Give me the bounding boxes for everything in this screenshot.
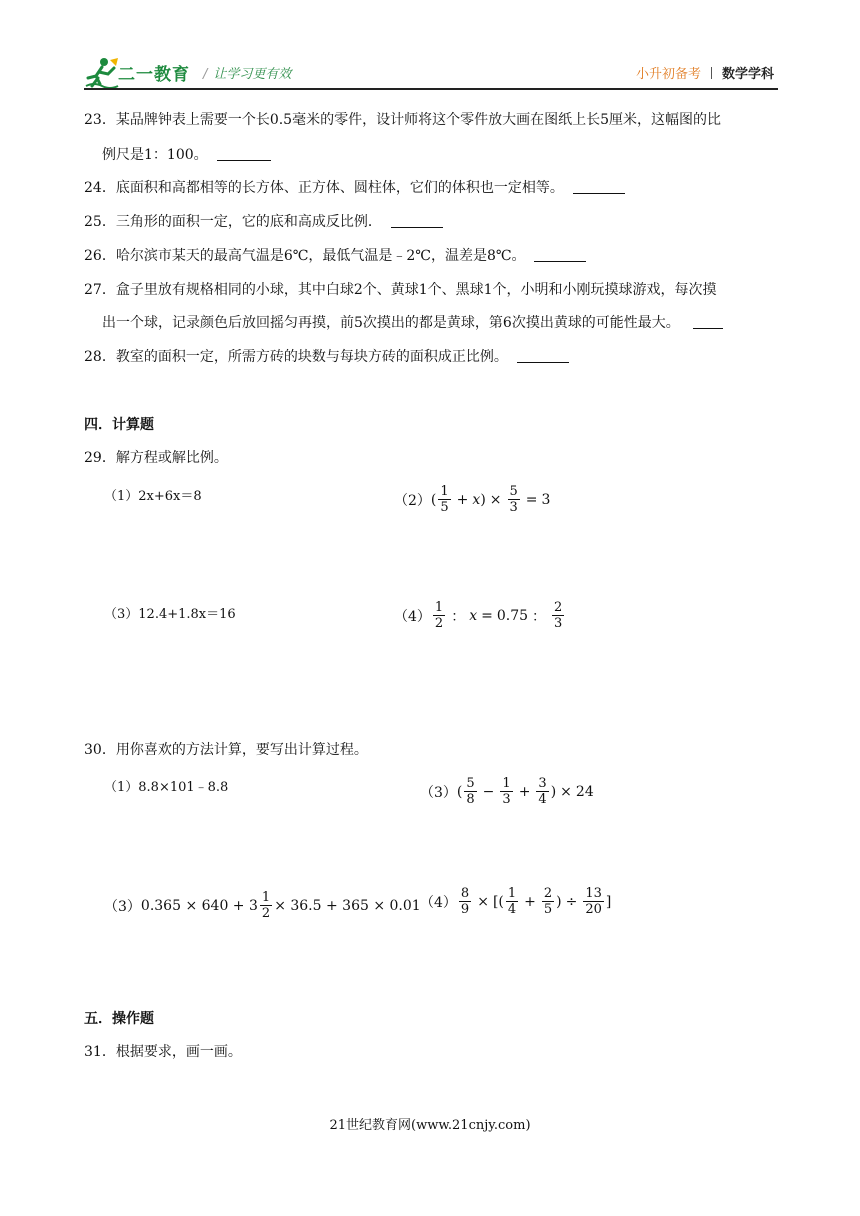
- q29-3: （3）12.4+1.8x＝16: [104, 607, 236, 622]
- slogan: / 让学习更有效: [203, 67, 292, 82]
- slogan-text: 让学习更有效: [213, 67, 292, 82]
- fraction: $\frac{1}{5}$: [440, 484, 449, 515]
- q30-2: （3） ( $\frac{5}{8}$ − $\frac{1}{3}$ + $\frac{3}{4}$ ) × 24: [420, 776, 594, 807]
- q31: 31．根据要求，画一画。: [84, 1044, 242, 1060]
- answer-blank[interactable]: [391, 213, 443, 228]
- fraction: $\frac{8}{9}$: [460, 886, 470, 917]
- fraction: $\frac{1}{4}$: [507, 886, 517, 917]
- q23-line1: 23．某品牌钟表上需要一个长0.5毫米的零件，设计师将这个零件放大画在图纸上长5厘米，这幅图的比: [84, 112, 721, 128]
- fraction: $\frac{2}{3}$: [554, 600, 563, 631]
- q26: [84, 246, 586, 266]
- q27-line2-text: 出一个球，记录颜色后放回摇匀再摸，前5次摸出的都是黄球，第6次摸出黄球的可能性最大。: [102, 315, 680, 331]
- section-5-title: 五．操作题: [84, 1011, 154, 1027]
- q30-3-expr-a: 0.365 × 640 + 3: [140, 897, 258, 914]
- header-divider: [711, 67, 712, 79]
- header-rule: [84, 88, 778, 90]
- fraction: $\frac{3}{4}$: [538, 776, 547, 807]
- q29-4: （4） $\frac{1}{2}$ ： x = 0.75 ： $\frac{2}{3}$: [394, 600, 563, 631]
- q30-4: （4） $\frac{8}{9}$ × [( $\frac{1}{4}$ + $\frac{2}{5}$ ) ÷ $\frac{13}{20}$ ]: [420, 886, 612, 917]
- page-header: [0, 0, 860, 100]
- fraction: $\frac{5}{3}$: [509, 484, 518, 515]
- q25: [84, 212, 443, 232]
- fraction: $\frac{1}{2}$: [261, 890, 271, 921]
- answer-blank[interactable]: [573, 179, 625, 194]
- q29-2: （2） ( $\frac{1}{5}$ + x ) × $\frac{5}{3}$ = 3: [394, 484, 551, 515]
- answer-blank[interactable]: [217, 146, 271, 161]
- q29-4-label: （4）: [394, 608, 431, 625]
- q23-line2-text: 例尺是1：100。: [102, 147, 208, 163]
- fraction: $\frac{5}{8}$: [466, 776, 475, 807]
- header-exam-label: 小升初备考: [635, 67, 701, 82]
- q27-line2: [102, 313, 723, 333]
- q23-line2: [102, 145, 271, 165]
- q24: [84, 178, 625, 198]
- logo-text: 二一教育: [118, 65, 190, 85]
- q28: [84, 347, 569, 367]
- q30-1: （1）8.8×101﹣8.8: [104, 780, 229, 795]
- q29-1: （1）2x+6x＝8: [104, 489, 202, 504]
- page-footer: 21世纪教育网(www.21cnjy.com): [329, 1118, 531, 1133]
- q29: 29．解方程或解比例。: [84, 450, 228, 466]
- q30: 30．用你喜欢的方法计算，要写出计算过程。: [84, 742, 368, 758]
- q30-3-expr-b: × 36.5 + 365 × 0.01: [274, 897, 421, 914]
- fraction: $\frac{1}{3}$: [502, 776, 511, 807]
- answer-blank[interactable]: [517, 348, 569, 363]
- q25-text: 25．三角形的面积一定，它的底和高成反比例．: [84, 214, 382, 230]
- answer-blank[interactable]: [693, 314, 723, 329]
- q29-2-label: （2）: [394, 492, 431, 509]
- q26-text: 26．哈尔滨市某天的最高气温是6℃，最低气温是﹣2℃，温差是8℃。: [84, 248, 526, 264]
- fraction: $\frac{13}{20}$: [585, 886, 602, 917]
- section-4-title: 四．计算题: [84, 417, 154, 433]
- q30-3-label: （3）: [104, 898, 141, 915]
- fraction: $\frac{1}{2}$: [434, 600, 444, 631]
- q30-4-label: （4）: [420, 894, 457, 911]
- q28-text: 28．教室的面积一定，所需方砖的块数与每块方砖的面积成正比例。: [84, 349, 508, 365]
- header-subject-label: 数学学科: [721, 67, 774, 82]
- q30-3: [104, 890, 421, 921]
- q24-text: 24．底面积和高都相等的长方体、正方体、圆柱体，它们的体积也一定相等。: [84, 180, 564, 196]
- q30-2-label: （3）: [420, 784, 457, 801]
- answer-blank[interactable]: [534, 247, 586, 262]
- header-right: [636, 63, 774, 82]
- q27-line1: 27．盒子里放有规格相同的小球，其中白球2个、黄球1个、黑球1个，小明和小刚玩摸球游戏，每次摸: [84, 282, 717, 298]
- fraction: $\frac{2}{5}$: [543, 886, 553, 917]
